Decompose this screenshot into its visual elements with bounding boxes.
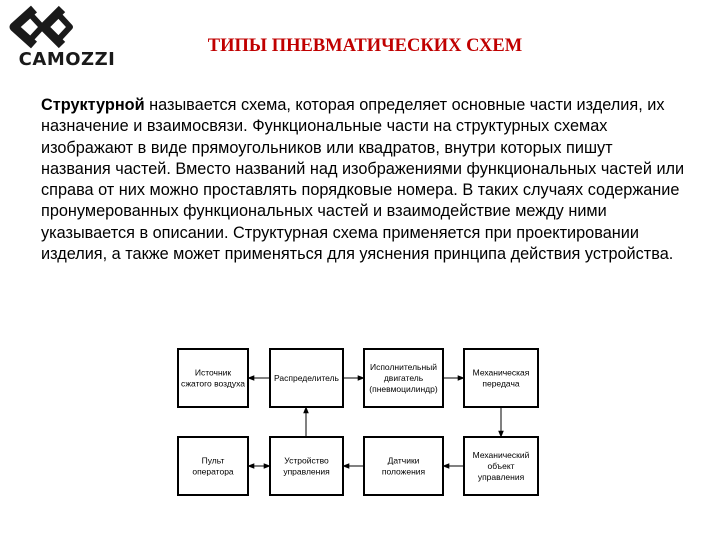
diagram-block-operator-panel [178,437,248,495]
page-title: ТИПЫ ПНЕВМАТИЧЕСКИХ СХЕМ [207,36,523,56]
diagram-block-actuator [364,349,443,407]
diagram-block-label: Механическая [472,367,530,378]
diagram-block-label: (пневмоцилиндр) [369,384,438,394]
diagram-block-control-device [270,437,343,495]
diagram-block-distributor [270,349,343,407]
diagram-block-label: управления [283,466,330,477]
diagram-block-sensors [364,437,443,495]
diagram-block-label: передача [482,378,520,389]
diagram-block-label: положения [381,466,426,477]
diagram-block-label: Механический [472,450,530,460]
diagram-block-transmission [464,349,538,407]
diagram-block-label: сжатого воздуха [181,378,245,389]
diagram-block-label: двигатель [383,373,424,383]
diagram-block-label: Распределитель [274,373,339,383]
diagram-block-source [178,349,248,407]
logo-wordmark: CAMOZZI [18,49,116,70]
paragraph-text: называется схема, которая определяет основные части изделия, их назначение и взаимосвязи. Функциональные части на структурных схемах изображают в виде прямоугольников или квадратов, внутри которых пишут названия частей. Вместо названий над изображениями функциональных частей или справа от них можно проставлять порядковые номера. В таких случаях содержание пронумерованных функциональных частей и взаимодействие между ними указывается в описании. Структурная схема применяется при проектировании изделия, а также может применяться для уяснения принципа действия устройства. [41,96,685,264]
diagram-block-label: Исполнительный [369,362,438,372]
diagram-block-label: Датчики [387,455,420,466]
diagram-block-label: оператора [192,466,234,477]
diagram-block-label: Источник [194,367,232,378]
diagram-block-label: Пульт [201,455,225,466]
paragraph-lead-term: Структурной [41,96,145,114]
diagram-block-label: Устройство [284,455,329,466]
diagram-block-controlled-object [464,437,538,495]
diagram-block-label: управления [477,472,525,482]
diagram-block-label: объект [487,461,515,471]
